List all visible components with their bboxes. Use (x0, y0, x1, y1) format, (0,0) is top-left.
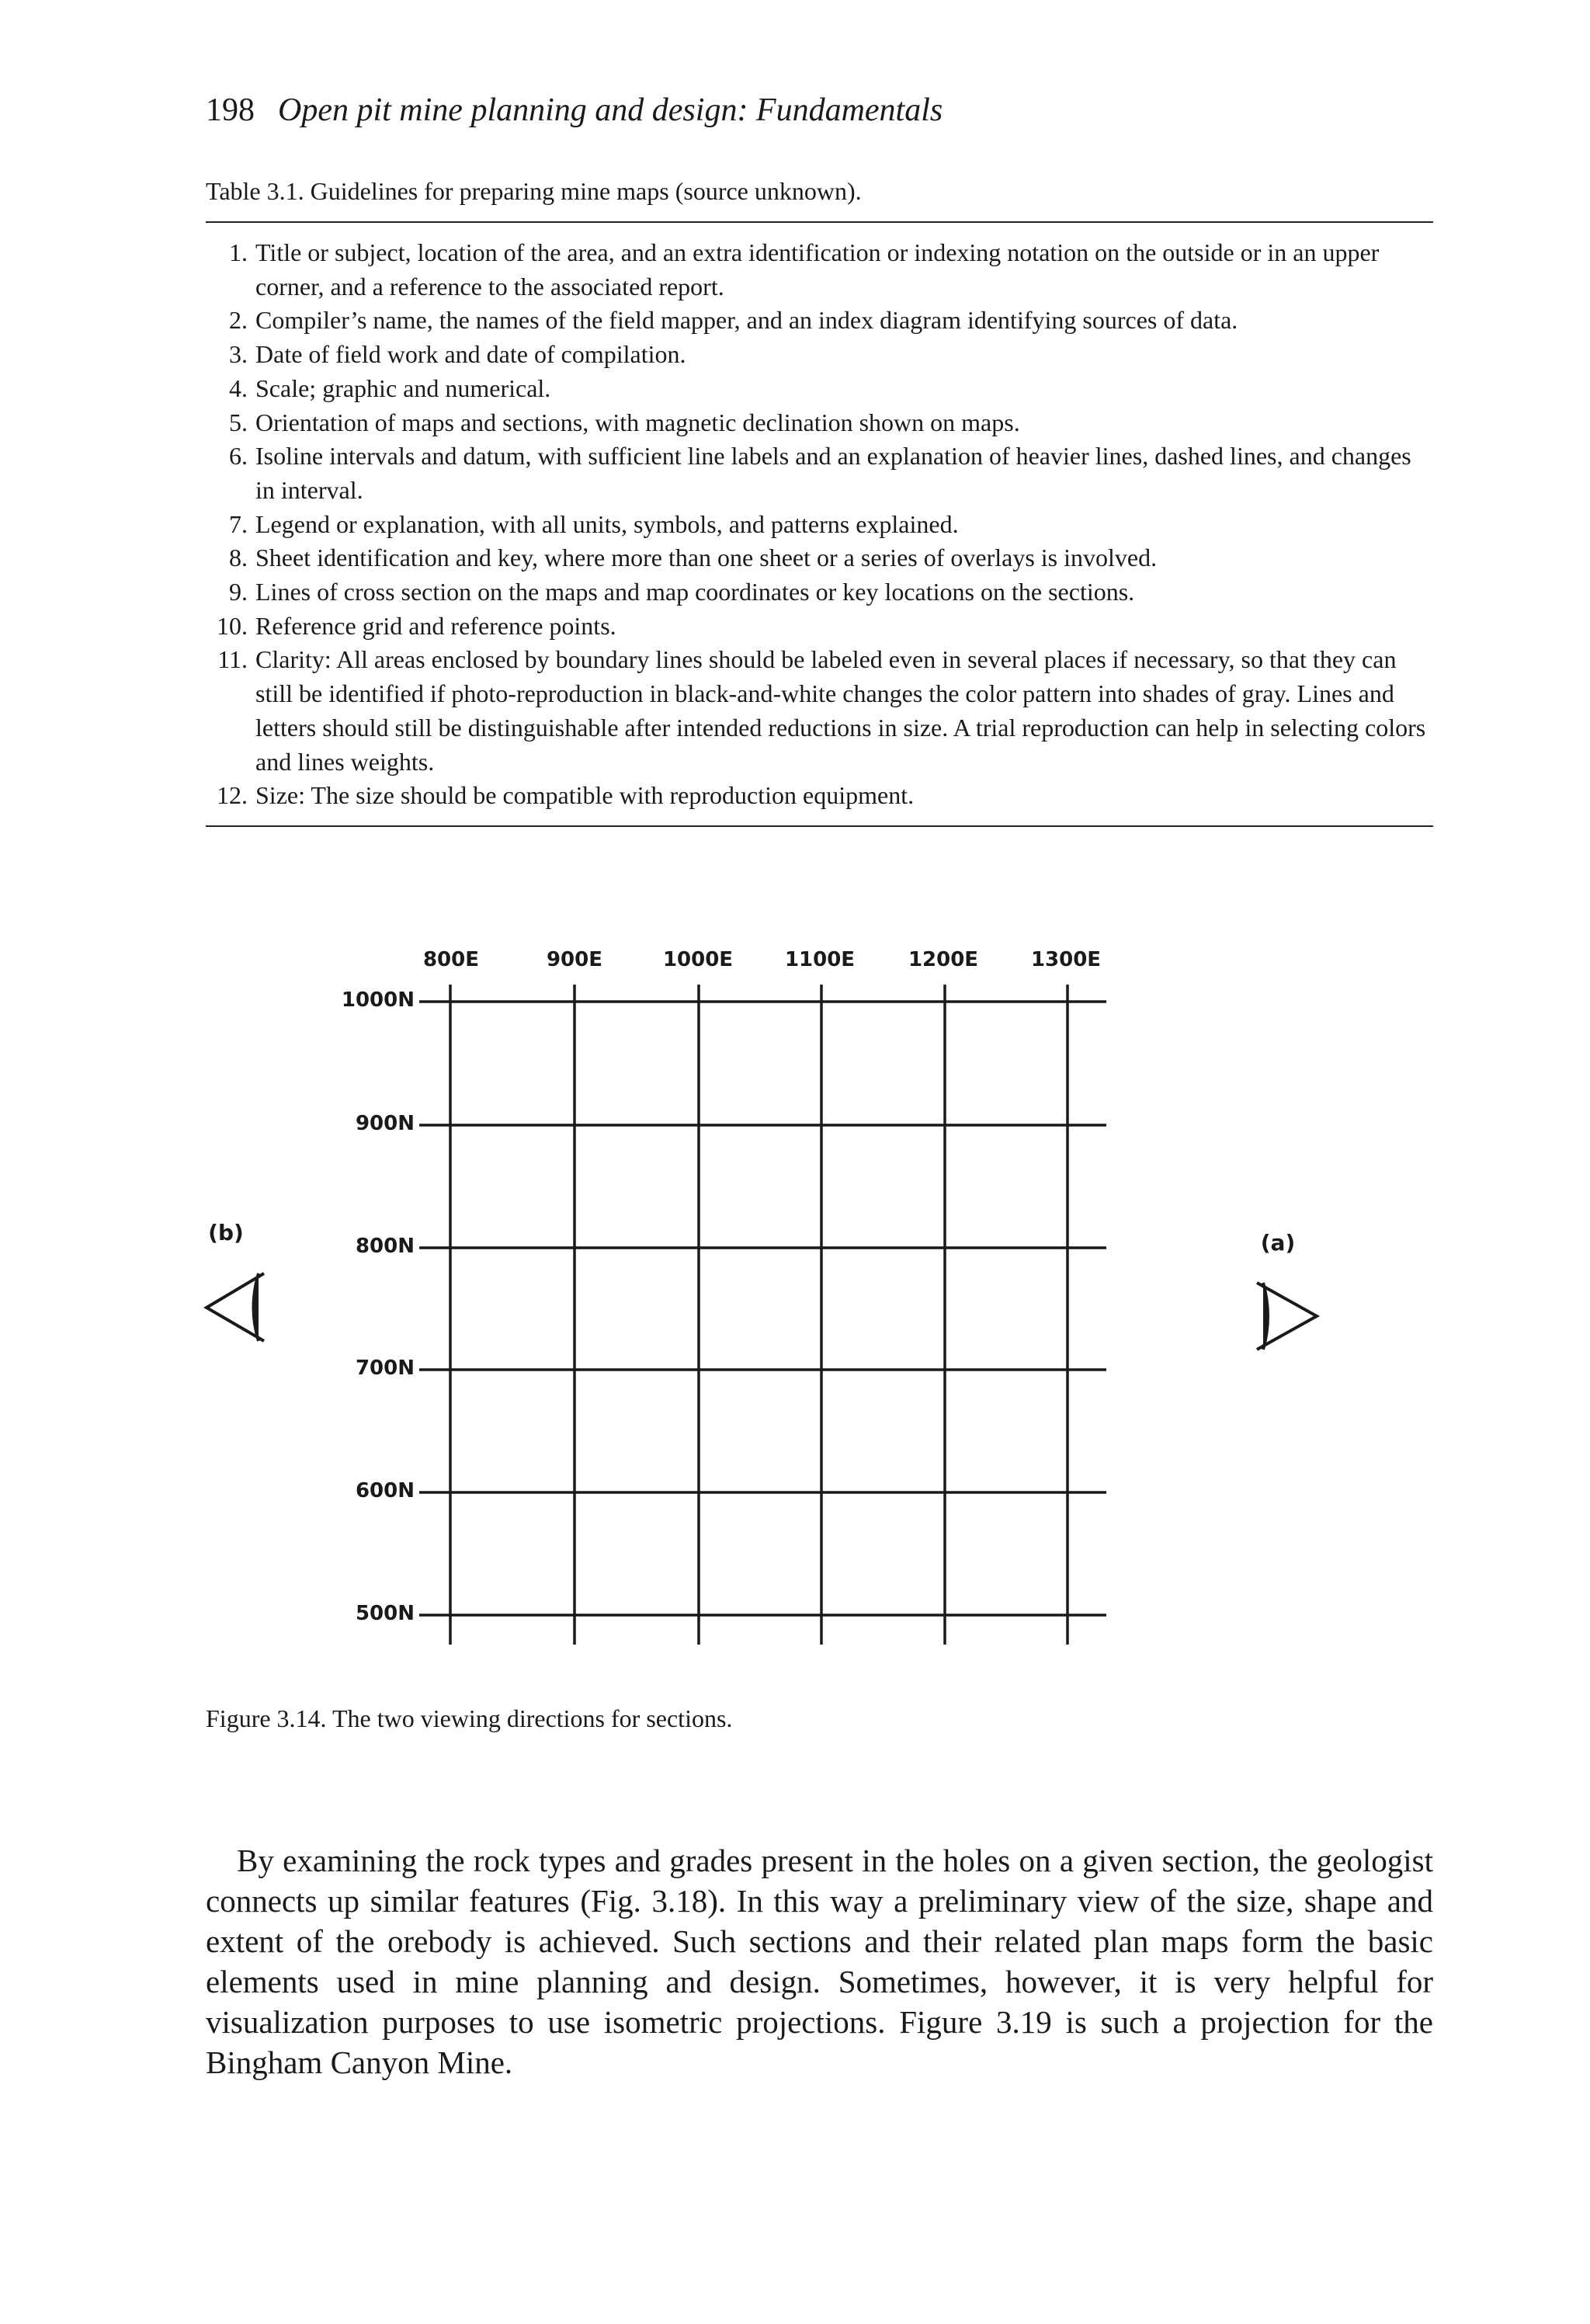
item-text: Isoline intervals and datum, with sufficient line labels and an explanation of heavier lines, dashed lines, and changes in interval. (255, 442, 1411, 504)
northing-label: 500N (355, 1602, 415, 1625)
figure-caption: Figure 3.14. The two viewing directions for sections. (206, 1704, 733, 1732)
item-number: 12. (217, 781, 248, 810)
item-text: Size: The size should be compatible with reproduction equipment. (255, 781, 915, 810)
item-number: 6. (229, 442, 248, 471)
item-text: Orientation of maps and sections, with magnetic declination shown on maps. (255, 408, 1020, 436)
page-number: 198 (206, 92, 255, 128)
item-text: Title or subject, location of the area, and an extra identification or indexing notation on the outside or in an upper corner, and a reference to the associated report. (255, 238, 1380, 300)
view-b-label: (b) (208, 1220, 244, 1245)
item-number: 2. (229, 306, 248, 335)
easting-labels (423, 948, 1101, 971)
item-number: 1. (229, 238, 248, 266)
easting-label: 1000E (662, 948, 734, 971)
grid-lines (419, 985, 1106, 1645)
item-number: 9. (229, 578, 248, 606)
item-text: Reference grid and reference points. (255, 611, 616, 640)
item-number: 10. (217, 611, 248, 640)
item-number: 5. (229, 408, 248, 436)
eye-right-icon (1257, 1283, 1317, 1350)
table-caption: Table 3.1. Guidelines for preparing mine maps (source unknown). (206, 177, 862, 205)
item-number: 4. (229, 373, 248, 402)
item-text: Date of field work and date of compilation. (255, 340, 686, 369)
item-number: 11. (217, 645, 248, 674)
northing-label: 600N (355, 1479, 415, 1502)
item-number: 8. (229, 544, 248, 572)
view-a-label: (a) (1260, 1230, 1296, 1256)
book-title: Open pit mine planning and design: Fundamentals (278, 92, 943, 128)
item-text: Sheet identification and key, where more than one sheet or a series of overlays is involved. (255, 544, 1158, 572)
item-text: Scale; graphic and numerical. (255, 373, 551, 402)
item-text: Clarity: All areas enclosed by boundary lines should be labeled even in several places if necessary, so that they can still be identified if photo-reproduction in black-and-white changes the color pattern into shades of gray. Lines and letters should still be distinguishable after intended reductions in size. A trial reproduction can help in selecting colors and lines weights. (255, 645, 1426, 776)
item-number: 3. (229, 340, 248, 369)
item-text: Compiler’s name, the names of the field mapper, and an index diagram identifying sources of data. (255, 306, 1238, 335)
easting-label: 1100E (784, 948, 856, 971)
northing-labels (342, 988, 415, 1625)
northing-label: 900N (355, 1112, 415, 1135)
easting-label: 900E (546, 948, 603, 971)
body-paragraph: By examining the rock types and grades present in the holes on a given section, the geologist connects up similar features (Fig. 3.18). In this way a preliminary view of the size, shape and extent of the orebody is achieved. Such sections and their related plan maps form the basic elements used in mine planning and design. Sometimes, however, it is very helpful for visualization purposes to use isometric projections. Figure 3.19 is such a projection for the Bingham Canyon Mine. (206, 1843, 1433, 2080)
item-number: 7. (229, 509, 248, 538)
item-text: Legend or explanation, with all units, symbols, and patterns explained. (255, 509, 959, 538)
northing-label: 700N (355, 1357, 415, 1380)
eye-left-icon (207, 1273, 264, 1341)
northing-label: 1000N (341, 988, 415, 1012)
northing-label: 800N (355, 1235, 415, 1258)
item-text: Lines of cross section on the maps and map coordinates or key locations on the sections. (255, 578, 1135, 606)
easting-label: 1200E (908, 948, 979, 971)
easting-label: 1300E (1030, 948, 1102, 971)
easting-label: 800E (422, 948, 480, 971)
